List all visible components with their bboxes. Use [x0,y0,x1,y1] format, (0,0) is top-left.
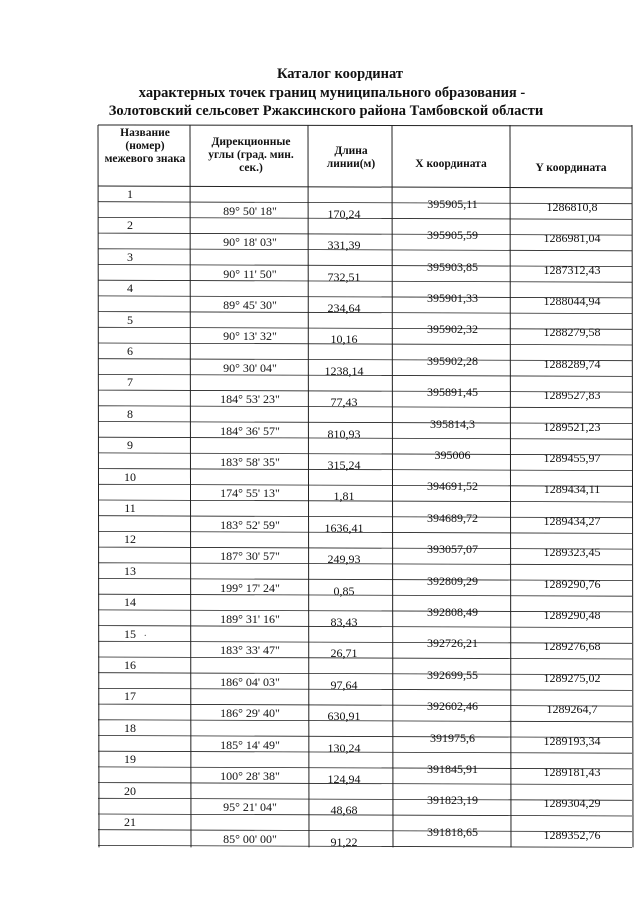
x-coordinate: 393057,07 [427,542,478,557]
point-number: 19 [124,752,136,767]
header-y-coordinate: Y координата [535,162,607,174]
header-point-name: Название (номер) межевого знака [104,127,186,165]
y-coordinate: 1289275,02 [543,670,601,685]
line-length: 249,93 [327,552,361,567]
line-length: 810,93 [327,426,361,441]
line-length: 170,24 [327,206,361,221]
direction-angle: 174° 55' 13" [220,486,280,501]
point-number: 3 [127,249,133,264]
direction-angle: 183° 58' 35" [220,454,280,469]
direction-angle: 89° 50' 18" [223,203,277,218]
x-coordinate: 392602,46 [427,699,478,714]
y-coordinate: 1289193,34 [543,733,601,748]
direction-angle: 184° 36' 57" [220,423,280,438]
y-coordinate: 1289264,7 [546,702,598,717]
y-coordinate: 1289304,29 [543,796,601,811]
direction-angle: 90° 30' 04" [223,360,277,375]
point-number: 6 [127,344,133,358]
direction-angle: 189° 31' 16" [220,611,280,626]
y-coordinate: 1286981,04 [543,231,601,246]
header-direction-angle: Дирекционные углы (град. мин. сек.) [208,136,294,174]
point-number: 21 [124,815,136,829]
direction-angle: 90° 11' 50" [223,266,277,281]
x-coordinate: 391845,91 [427,761,478,776]
direction-angle: 186° 29' 40" [220,706,280,721]
line-length: 48,68 [330,803,358,818]
x-coordinate: 395902,28 [427,353,478,368]
direction-angle: 100° 28' 38" [220,768,280,783]
point-number: 16 [124,658,136,672]
catalog-subtitle-area: Золотовский сельсовет Ржаксинского района Тамбовской области [108,103,544,119]
y-coordinate: 1286810,8 [546,199,598,214]
direction-angle: 90° 18' 03" [223,235,277,250]
header-line-length: Длина линии(м) [326,145,376,170]
point-number: 14 [124,595,136,610]
line-length: 315,24 [327,457,361,472]
x-coordinate: 395814,3 [430,416,475,431]
line-length: 130,24 [327,740,361,755]
line-length: 234,64 [327,300,361,315]
catalog-title: Каталог координат [276,66,404,82]
direction-angle: 185° 14' 49" [220,737,280,752]
line-length: 1238,14 [324,363,364,378]
x-coordinate: 395903,85 [427,259,478,274]
direction-angle: 199° 17' 24" [220,580,280,595]
point-number: 11 [124,501,136,515]
y-coordinate: 1289323,45 [543,545,601,560]
x-coordinate: 395901,33 [427,290,478,305]
line-length: 26,71 [330,646,358,661]
line-length: 10,16 [330,332,358,347]
direction-angle: 187° 30' 57" [220,549,280,564]
direction-angle: 183° 52' 59" [220,517,280,532]
y-coordinate: 1289352,76 [543,827,601,842]
direction-angle: 186° 04' 03" [220,674,280,689]
point-number: 5 [127,312,133,327]
line-length: 1,81 [333,489,355,504]
x-coordinate: 391975,6 [430,730,475,745]
point-number: 4 [127,281,133,296]
direction-angle: 183° 33' 47" [220,643,280,658]
x-coordinate: 392699,55 [427,667,478,682]
point-number: 20 [124,783,136,798]
y-coordinate: 1289455,97 [543,450,601,465]
direction-angle: 95° 21' 04" [223,800,277,815]
point-number: 9 [127,438,133,453]
line-length: 331,39 [327,238,361,253]
direction-angle: 85° 00' 00" [223,831,277,846]
line-length: 83,43 [330,614,358,629]
x-coordinate: 391823,19 [427,793,478,808]
x-coordinate: 392809,29 [427,573,478,588]
y-coordinate: 1289276,68 [543,639,601,654]
point-number: 13 [124,563,136,578]
x-coordinate: 395006 [434,447,471,462]
line-length: 1636,41 [324,520,364,535]
line-length: 91,22 [330,834,358,849]
y-coordinate: 1289290,48 [543,607,601,622]
catalog-subtitle: характерных точек границ муниципального образования - [138,85,526,101]
x-coordinate: 395905,59 [427,228,478,243]
line-length: 0,85 [333,583,355,598]
x-coordinate: 391818,65 [427,824,478,839]
point-number: 7 [127,375,133,390]
direction-angle: 184° 53' 23" [220,392,280,407]
x-coordinate: 394689,72 [427,510,478,525]
point-number: 15 [124,626,136,641]
y-coordinate: 1289434,27 [543,513,601,528]
line-length: 630,91 [327,709,361,724]
x-coordinate: 392726,21 [427,636,478,651]
scan-speck: . [144,628,147,639]
line-length: 732,51 [327,269,361,284]
y-coordinate: 1288279,58 [543,325,601,340]
line-length: 97,64 [330,677,358,692]
y-coordinate: 1288044,94 [543,293,601,308]
point-number: 12 [124,532,136,547]
point-number: 17 [124,689,136,704]
direction-angle: 90° 13' 32" [223,329,277,344]
y-coordinate: 1288289,74 [543,356,601,371]
point-number: 10 [124,469,136,484]
x-coordinate: 395902,32 [427,322,478,337]
point-number: 8 [127,406,133,421]
header-x-coordinate: X координата [415,158,487,170]
y-coordinate: 1289181,43 [543,764,601,779]
x-coordinate: 395905,11 [427,196,478,211]
point-number: 18 [124,720,136,735]
x-coordinate: 395891,45 [427,385,478,400]
y-coordinate: 1289527,83 [543,388,601,403]
y-coordinate: 1287312,43 [543,262,601,277]
point-number: 2 [127,218,133,233]
y-coordinate: 1289521,23 [543,419,601,434]
direction-angle: 89° 45' 30" [223,297,277,312]
y-coordinate: 1289290,76 [543,576,601,591]
line-length: 77,43 [330,395,358,410]
x-coordinate: 394691,52 [427,479,478,494]
y-coordinate: 1289434,11 [543,482,601,497]
point-number: 1 [127,187,133,201]
x-coordinate: 392808,49 [427,604,478,619]
line-length: 124,94 [327,771,361,786]
